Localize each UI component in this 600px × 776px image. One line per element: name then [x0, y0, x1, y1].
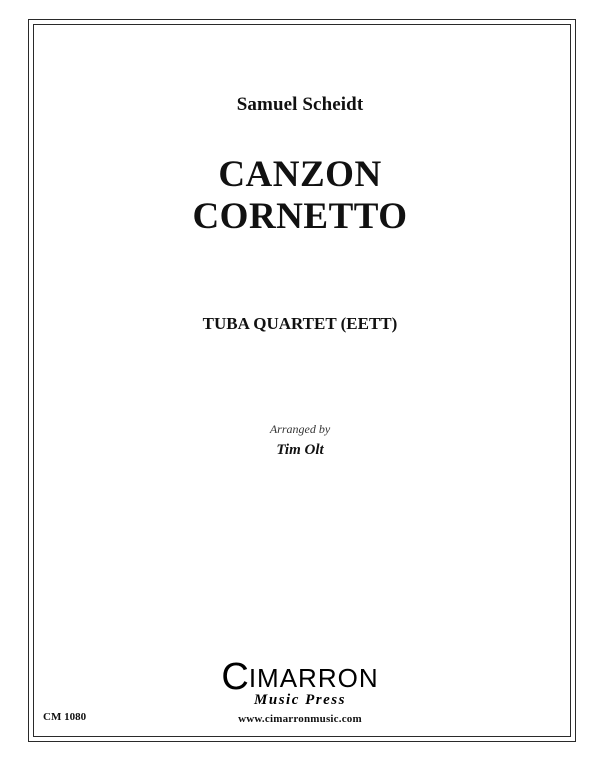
publisher-website: www.cimarronmusic.com	[238, 713, 362, 725]
instrumentation: TUBA QUARTET (EETT)	[202, 314, 398, 333]
arranger-name: Tim Olt	[276, 442, 324, 458]
publisher-wordmark	[200, 656, 400, 698]
publisher-subtitle: Music Press	[254, 692, 346, 708]
wordmark-initial: C	[221, 656, 249, 698]
title-line-2: CORNETTO	[192, 196, 408, 237]
title-line-1: CANZON	[218, 154, 382, 195]
composer-name: Samuel Scheidt	[236, 94, 364, 115]
arranged-by-label: Arranged by	[269, 422, 331, 436]
catalog-number: CM 1080	[43, 711, 87, 723]
wordmark-rest: IMARRON	[248, 663, 379, 693]
inner-border-frame	[33, 24, 571, 737]
